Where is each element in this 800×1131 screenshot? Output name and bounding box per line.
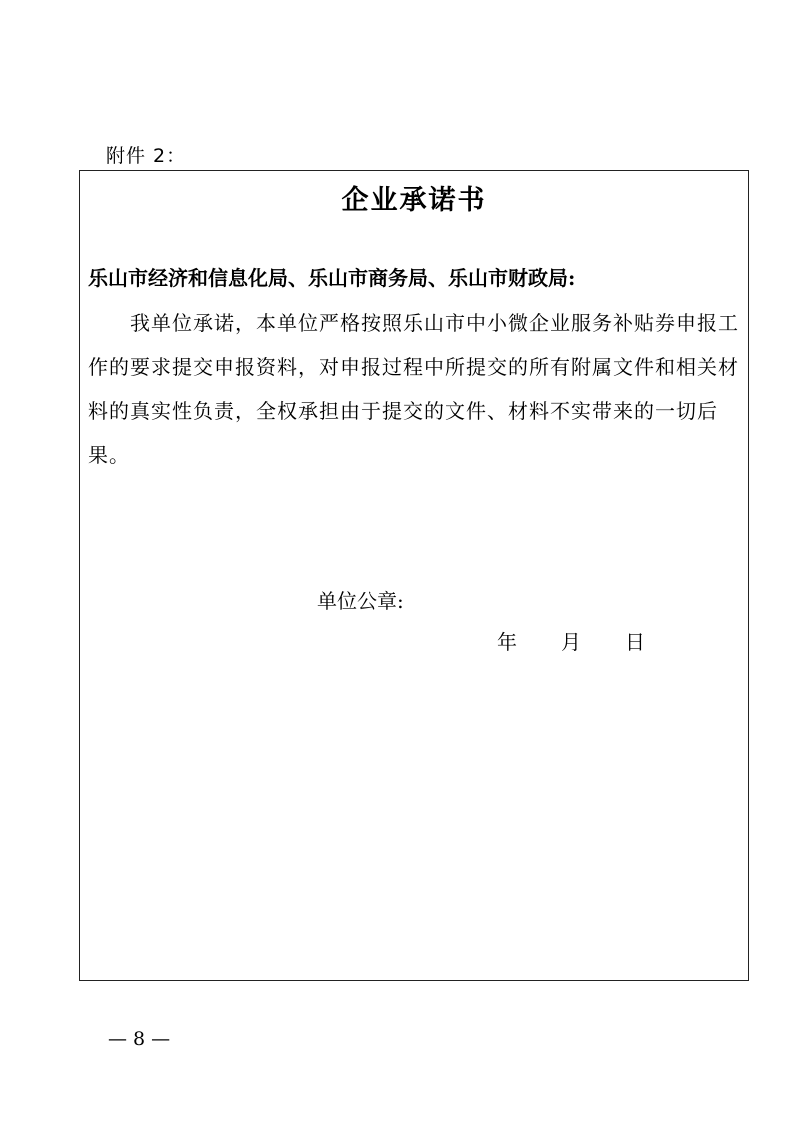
letter-addressee: 乐山市经济和信息化局、乐山市商务局、乐山市财政局: xyxy=(88,266,576,290)
letter-title: 企业承诺书 xyxy=(341,185,487,216)
page-number: — 8 — xyxy=(108,1028,171,1050)
attachment-label: 附件 2： xyxy=(106,145,187,167)
seal-label: 单位公章: xyxy=(317,589,404,613)
commitment-letter-frame xyxy=(79,170,749,981)
date-line xyxy=(497,628,645,656)
date-year-label: 年 xyxy=(497,630,517,654)
date-month-label: 月 xyxy=(561,630,581,654)
date-day-label: 日 xyxy=(625,630,645,654)
letter-body: 我单位承诺，本单位严格按照乐山市中小微企业服务补贴券申报工作的要求提交申报资料，对申报过程中所提交的所有附属文件和相关材料的真实性负责，全权承担由于提交的文件、材料不实带来的一切后果。 xyxy=(88,311,739,467)
